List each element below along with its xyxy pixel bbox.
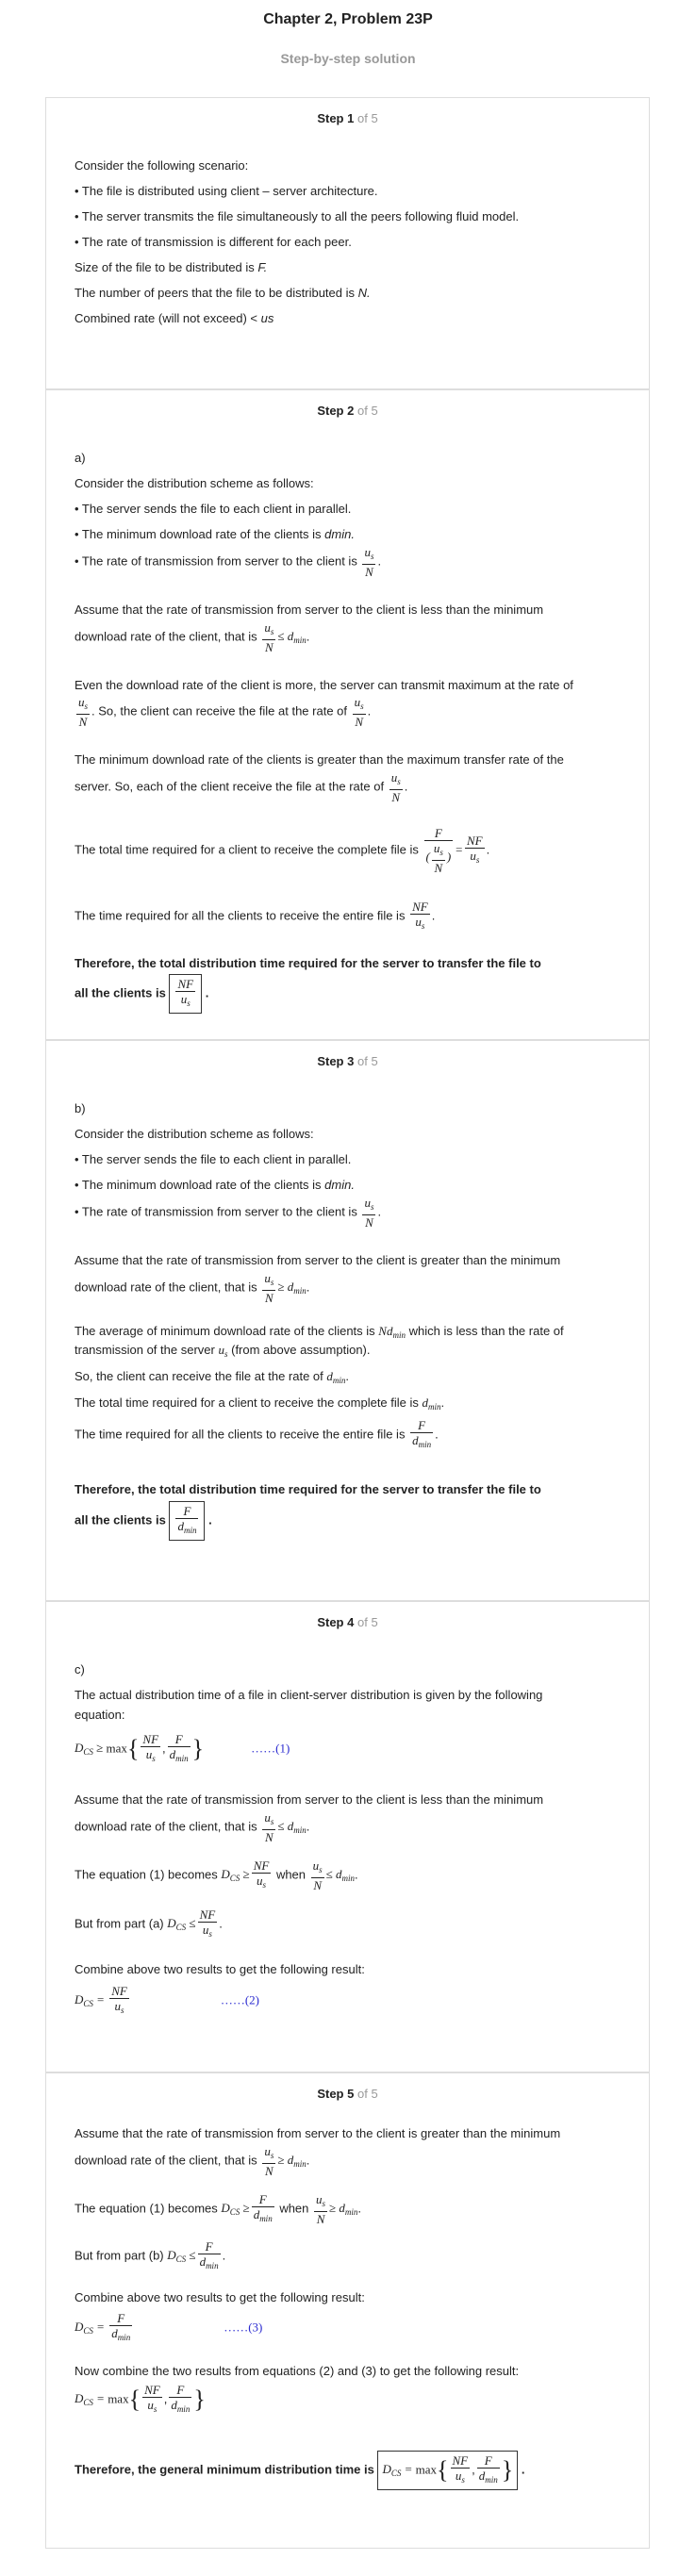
text: transmission of the server [75, 1343, 215, 1357]
text: download rate of the client, that is [75, 629, 257, 644]
text-line: But from part (a) $D_{CS}$ ≤ $\frac{NF}{u_s}$ . [75, 1907, 223, 1939]
text: server. So, each of the client receive the file at the rate of [75, 779, 385, 794]
text-line: So, the client can receive the file at the rate of $d_{min}$. [75, 1369, 350, 1385]
step-total: of 5 [356, 404, 378, 418]
step-total: of 5 [356, 1054, 378, 1068]
text-line: • The server transmits the file simultaneously to all the peers following fluid model. [75, 209, 520, 223]
fraction-f-over-dmin: $\frac{F}{d_{min}}$ [412, 1418, 432, 1449]
text: The time required for all the clients to receive the entire file is [75, 908, 406, 923]
step-5-card [45, 2072, 650, 2549]
text-line: download rate of the client, that is $\frac{u_s}{N}$ ≤ $d_{min}$. [75, 620, 310, 654]
fraction-us-over-n: $\frac{u_s}{N}$ [78, 695, 89, 729]
text: So, the client can receive the file at the rate of [75, 1369, 323, 1383]
step-number: 5 [347, 2087, 355, 2101]
text-line: download rate of the client, that is $\frac{u_s}{N}$ ≤ $d_{min}$. [75, 1810, 310, 1844]
text-line: The actual distribution time of a file in client-server distribution is given by the following [75, 1688, 543, 1702]
text: Size of the file to be distributed is [75, 260, 255, 274]
step-3-header [46, 1054, 649, 1068]
text-line: The total time required for a client to receive the complete file is $d_{min}$. [75, 1395, 445, 1412]
text: But from part (a) [75, 1916, 164, 1931]
equation-number: ……(1) [251, 1741, 290, 1756]
answer-box: $\frac{NF}{u_s}$ [169, 974, 202, 1014]
text-line: Consider the distribution scheme as follows: [75, 476, 314, 490]
text-line: • The rate of transmission from server to the client is $\frac{u_s}{N}$ . [75, 1196, 382, 1230]
text: Combined rate (will not exceed) < [75, 311, 258, 325]
text: • The minimum download rate of the clients is [75, 527, 322, 541]
text-line: • The rate of transmission is different for each peer. [75, 235, 352, 249]
text-line [75, 309, 621, 328]
text: The equation (1) becomes [75, 1867, 218, 1882]
text-line: Combine above two results to get the following result: [75, 2290, 365, 2304]
fraction-us-over-n: $\frac{u_s}{N}$ [264, 1271, 274, 1305]
text: all the clients is [75, 985, 166, 1000]
text-line: Assume that the rate of transmission from server to the client is less than the minimum [75, 1792, 544, 1807]
math-var: us [260, 311, 274, 325]
text-line: The equation (1) becomes $D_{CS}$ ≥ $\frac{F}{d_{min}}$ when $\frac{u_s}{N}$ ≥ $d_{min}$. [75, 2192, 362, 2226]
text-line: Consider the distribution scheme as follows: [75, 1127, 314, 1141]
conclusion-line: all the clients is $\frac{NF}{u_s}$ . [75, 974, 621, 1014]
step-total: of 5 [356, 111, 378, 125]
text-line: The average of minimum download rate of the clients is $Nd_{min}$ which is less than the rate of [75, 1324, 564, 1340]
text-line: download rate of the client, that is $\frac{u_s}{N}$ ≥ $d_{min}$. [75, 1271, 310, 1305]
text: The number of peers that the file to be distributed is [75, 286, 356, 300]
conclusion-line: Therefore, the general minimum distribution time is $D_{CS} = \max${ $\frac{NF}{u_s}$ , $\frac{F}{d_{min}}$ } . [75, 2451, 621, 2490]
text: download rate of the client, that is [75, 1819, 257, 1834]
step-number: 1 [347, 111, 355, 125]
fraction-us-over-n: $\frac{u_s}{N}$ [364, 545, 374, 579]
text-line: Even the download rate of the client is more, the server can transmit maximum at the rate of [75, 678, 573, 692]
text: when [275, 1867, 307, 1882]
text: download rate of the client, that is [75, 2153, 257, 2168]
text-line: • The server sends the file to each client in parallel. [75, 502, 352, 516]
text-line: • The server sends the file to each client in parallel. [75, 1152, 352, 1166]
text: all the clients is [75, 1512, 166, 1527]
text: The time required for all the clients to receive the entire file is [75, 1427, 406, 1442]
text-line [75, 258, 621, 277]
fraction-us-over-n: $\frac{u_s}{N}$ [390, 770, 401, 804]
step-3-card [45, 1040, 650, 1601]
step-total: of 5 [356, 2087, 378, 2101]
equation-final: $D_{CS} = \max${ $\frac{NF}{u_s}$ , $\frac{F}{d_{min}}$ } [75, 2383, 206, 2414]
math-var: dmin. [324, 527, 355, 541]
conclusion-line: all the clients is $\frac{F}{d_{min}}$ . [75, 1501, 621, 1541]
text: The total time required for a client to receive the complete file is [75, 1395, 419, 1410]
math-var: F. [257, 260, 268, 274]
text-line [75, 284, 621, 303]
equation-number: ……(3) [224, 2320, 263, 2335]
text: download rate of the client, that is [75, 1280, 257, 1295]
answer-box: $\frac{F}{d_{min}}$ [169, 1501, 205, 1541]
equation-3: $D_{CS}$ = $\frac{F}{d_{min}}$ ……(3) [75, 2311, 263, 2342]
step-number: 2 [347, 404, 355, 418]
text: • The minimum download rate of the clients is [75, 1178, 322, 1192]
text-line: The total time required for a client to receive the complete file is F ( $\frac{u_s}{N}$ ) = $\frac{NF}{u_s}$ . [75, 826, 490, 875]
text: The average of minimum download rate of the clients is [75, 1324, 375, 1338]
text-line: The equation (1) becomes $D_{CS}$ ≥ $\frac{NF}{u_s}$ when $\frac{u_s}{N}$ ≤ $d_{min}$. [75, 1858, 358, 1892]
text-line: The time required for all the clients to receive the entire file is $\frac{NF}{u_s}$ . [75, 900, 621, 933]
text: The equation (1) becomes [75, 2201, 218, 2216]
step-2-header [46, 404, 649, 418]
conclusion-line: Therefore, the total distribution time required for the server to transfer the file to [75, 1482, 541, 1496]
text-line: equation: [75, 1708, 125, 1722]
page-subtitle: Step-by-step solution [280, 51, 416, 66]
text: • The rate of transmission from server to the client is [75, 1204, 357, 1219]
step-number: 3 [347, 1054, 355, 1068]
equation-2: $D_{CS}$ = $\frac{NF}{u_s}$ ……(2) [75, 1984, 259, 2015]
text: (from above assumption). [231, 1343, 371, 1357]
equation-1: $D_{CS} \ge \max${ $\frac{NF}{u_s}$ , $\frac{F}{d_{min}}$ } ……(1) [75, 1732, 290, 1763]
text: • The rate of transmission from server to the client is [75, 553, 357, 569]
text-line: $\frac{u_s}{N}$ . So, the client can receive the file at the rate of $\frac{u_s}{N}$ . [78, 695, 372, 729]
fraction-f-over-us-n: F ( $\frac{u_s}{N}$ ) [425, 826, 452, 875]
fraction-us-over-n: $\frac{u_s}{N}$ [354, 695, 364, 729]
text: The total time required for a client to receive the complete file is [75, 842, 419, 857]
equation-number: ……(2) [220, 1992, 259, 2007]
text-line: Assume that the rate of transmission from server to the client is less than the minimum [75, 603, 544, 617]
step-2-card [45, 389, 650, 1040]
answer-box: $D_{CS} = \max${ $\frac{NF}{u_s}$ , $\frac{F}{d_{min}}$ } [377, 2451, 518, 2490]
text-line: server. So, each of the client receive the file at the rate of $\frac{u_s}{N}$ . [75, 770, 408, 804]
text-line: The time required for all the clients to receive the entire file is $\frac{F}{d_{min}}$ . [75, 1418, 621, 1452]
text-line: Combine above two results to get the following result: [75, 1962, 365, 1976]
text-line: • The rate of transmission from server to the client is $\frac{u_s}{N}$ . [75, 545, 382, 579]
step-1-card [45, 97, 650, 389]
step-label: Step [317, 111, 344, 125]
fraction-nf-over-us: $\frac{NF}{u_s}$ [467, 834, 483, 865]
text-line: The minimum download rate of the clients is greater than the maximum transfer rate of the [75, 752, 564, 767]
text-line: Now combine the two results from equations (2) and (3) to get the following result: [75, 2364, 520, 2378]
text: Therefore, the general minimum distribution time is [75, 2462, 374, 2477]
part-label: b) [75, 1101, 86, 1115]
step-5-header [46, 2087, 649, 2101]
step-total: of 5 [356, 1615, 378, 1629]
text-line: Consider the following scenario: [75, 158, 249, 173]
fraction-us-over-n: $\frac{u_s}{N}$ [264, 620, 274, 654]
conclusion-line: Therefore, the total distribution time required for the server to transfer the file to [75, 956, 541, 970]
step-label: Step [317, 1054, 344, 1068]
step-4-header [46, 1615, 649, 1629]
text-line: Assume that the rate of transmission from server to the client is greater than the minimum [75, 1253, 561, 1267]
step-1-header [46, 111, 649, 125]
math-var: N. [357, 286, 371, 300]
part-label: c) [75, 1662, 85, 1676]
text-line [75, 1176, 621, 1195]
page-title: Chapter 2, Problem 23P [263, 11, 433, 27]
step-4-card [45, 1601, 650, 2072]
text-line: download rate of the client, that is $\frac{u_s}{N}$ ≥ $d_{min}$. [75, 2144, 310, 2178]
text-line [75, 525, 621, 544]
text-line: • The file is distributed using client – server architecture. [75, 184, 378, 198]
text: which is less than the rate of [408, 1324, 564, 1338]
step-label: Step [317, 1615, 344, 1629]
text-line: Assume that the rate of transmission from server to the client is greater than the minimum [75, 2126, 561, 2140]
text: . So, the client can receive the file at the rate of [91, 703, 348, 718]
fraction-nf-over-us: $\frac{NF}{u_s}$ [412, 900, 428, 931]
step-number: 4 [347, 1615, 355, 1629]
math-var: dmin. [324, 1178, 355, 1192]
text: when [279, 2201, 309, 2216]
text-line: transmission of the server $u_s$ (from above assumption). [75, 1343, 371, 1359]
step-label: Step [317, 404, 344, 418]
fraction-us-over-n: $\frac{u_s}{N}$ [364, 1196, 374, 1230]
part-label: a) [75, 451, 86, 465]
text: But from part (b) [75, 2248, 164, 2263]
text-line: But from part (b) $D_{CS}$ ≤ $\frac{F}{d_{min}}$ . [75, 2239, 226, 2271]
step-label: Step [317, 2087, 344, 2101]
